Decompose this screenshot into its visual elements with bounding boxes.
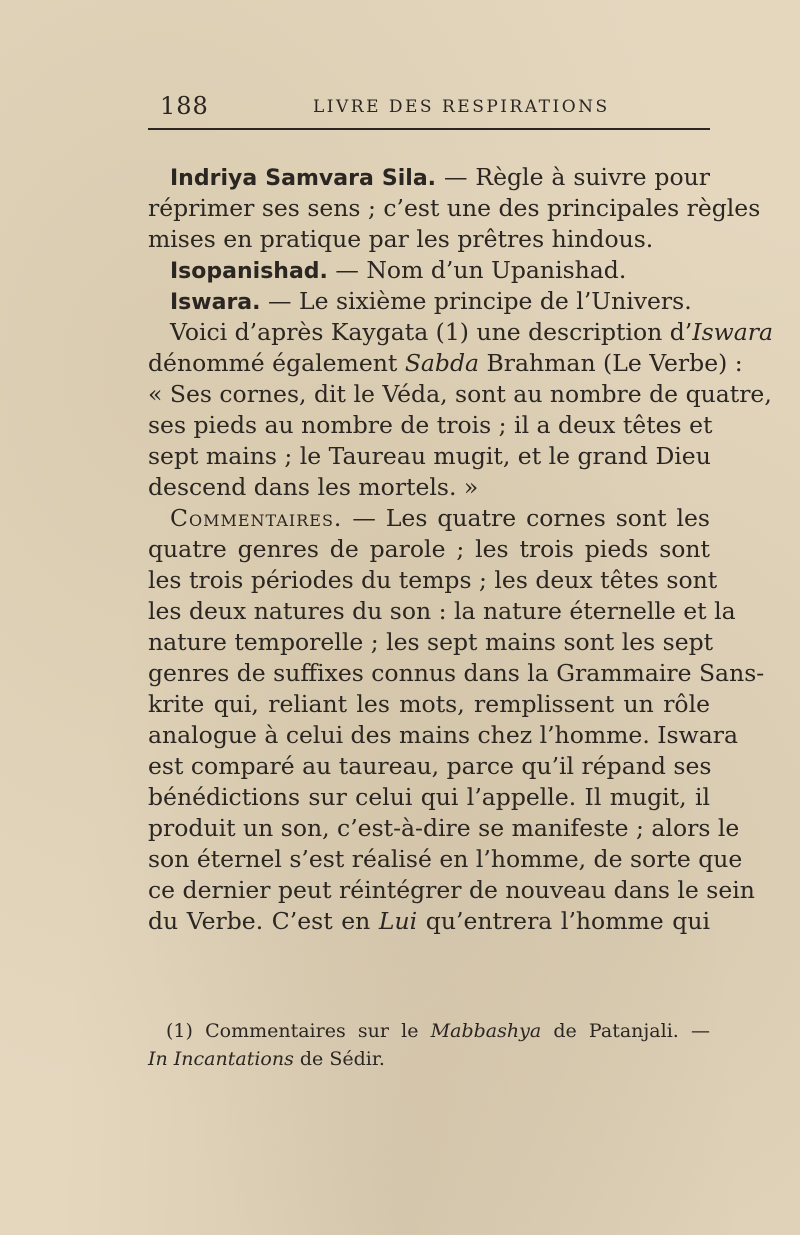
para2-line-12: son éternel s’est réalisé en l’homme, de sorte que <box>148 845 743 873</box>
entry-iswara: Iswara. — Le sixième principe de l’Univers. <box>170 287 692 315</box>
header-rule <box>148 128 710 130</box>
para2-line-10: bénédictions sur celui qui l’appelle. Il mugit, il <box>148 783 710 811</box>
para2-line-6: genres de suffixes connus dans la Grammaire Sans- <box>148 659 765 687</box>
para1-line-6: descend dans les mortels. » <box>148 473 479 501</box>
term-isopanishad: Isopanishad. <box>170 259 328 284</box>
page-number: 188 <box>160 92 209 120</box>
para2-line-1: Commentaires. — Les quatre cornes sont les <box>170 504 710 532</box>
footnote-line-1: (1) Commentaires sur le Mabbashya de Patanjali. — <box>166 1020 710 1042</box>
para2-line-7: krite qui, reliant les mots, remplissent un rôle <box>148 690 710 718</box>
para1-line-5: sept mains ; le Taureau mugit, et le grand Dieu <box>148 442 711 470</box>
commentaires-heading: Commentaires. <box>170 504 343 532</box>
running-title: LIVRE DES RESPIRATIONS <box>313 97 610 117</box>
para1-line-3: « Ses cornes, dit le Véda, sont au nombre de quatre, <box>148 380 772 408</box>
entry-indriya-line-2: réprimer ses sens ; c’est une des principales règles <box>148 194 761 222</box>
para1-line-4: ses pieds au nombre de trois ; il a deux têtes et <box>148 411 713 439</box>
para2-line-11: produit un son, c’est-à-dire se manifeste ; alors le <box>148 814 740 842</box>
para2-line-3: les trois périodes du temps ; les deux têtes sont <box>148 566 718 594</box>
para2-line-9: est comparé au taureau, parce qu’il répand ses <box>148 752 712 780</box>
entry-indriya-line-1: Indriya Samvara Sila. — Règle à suivre pour <box>170 163 710 191</box>
para2-line-8: analogue à celui des mains chez l’homme. Iswara <box>148 721 738 749</box>
term-indriya: Indriya Samvara Sila. <box>170 166 437 191</box>
para1-line-2: dénommé également Sabda Brahman (Le Verbe) : <box>148 349 743 377</box>
para2-line-4: les deux natures du son : la nature éternelle et la <box>148 597 736 625</box>
para1-line-1: Voici d’après Kaygata (1) une description d’Iswara <box>170 318 773 346</box>
footnote-line-2: In Incantations de Sédir. <box>148 1048 385 1070</box>
term-iswara: Iswara. <box>170 290 261 315</box>
para2-line-5: nature temporelle ; les sept mains sont les sept <box>148 628 714 656</box>
para2-line-2: quatre genres de parole ; les trois pieds sont <box>148 535 710 563</box>
page-header <box>148 92 710 122</box>
entry-isopanishad: Isopanishad. — Nom d’un Upanishad. <box>170 256 627 284</box>
para2-line-14: du Verbe. C’est en Lui qu’entrera l’homme qui <box>148 907 710 935</box>
para2-line-13: ce dernier peut réintégrer de nouveau dans le sein <box>148 876 755 904</box>
footnotes <box>148 1017 710 1073</box>
entry-indriya-line-3: mises en pratique par les prêtres hindous. <box>148 225 654 253</box>
body-text <box>148 162 773 937</box>
